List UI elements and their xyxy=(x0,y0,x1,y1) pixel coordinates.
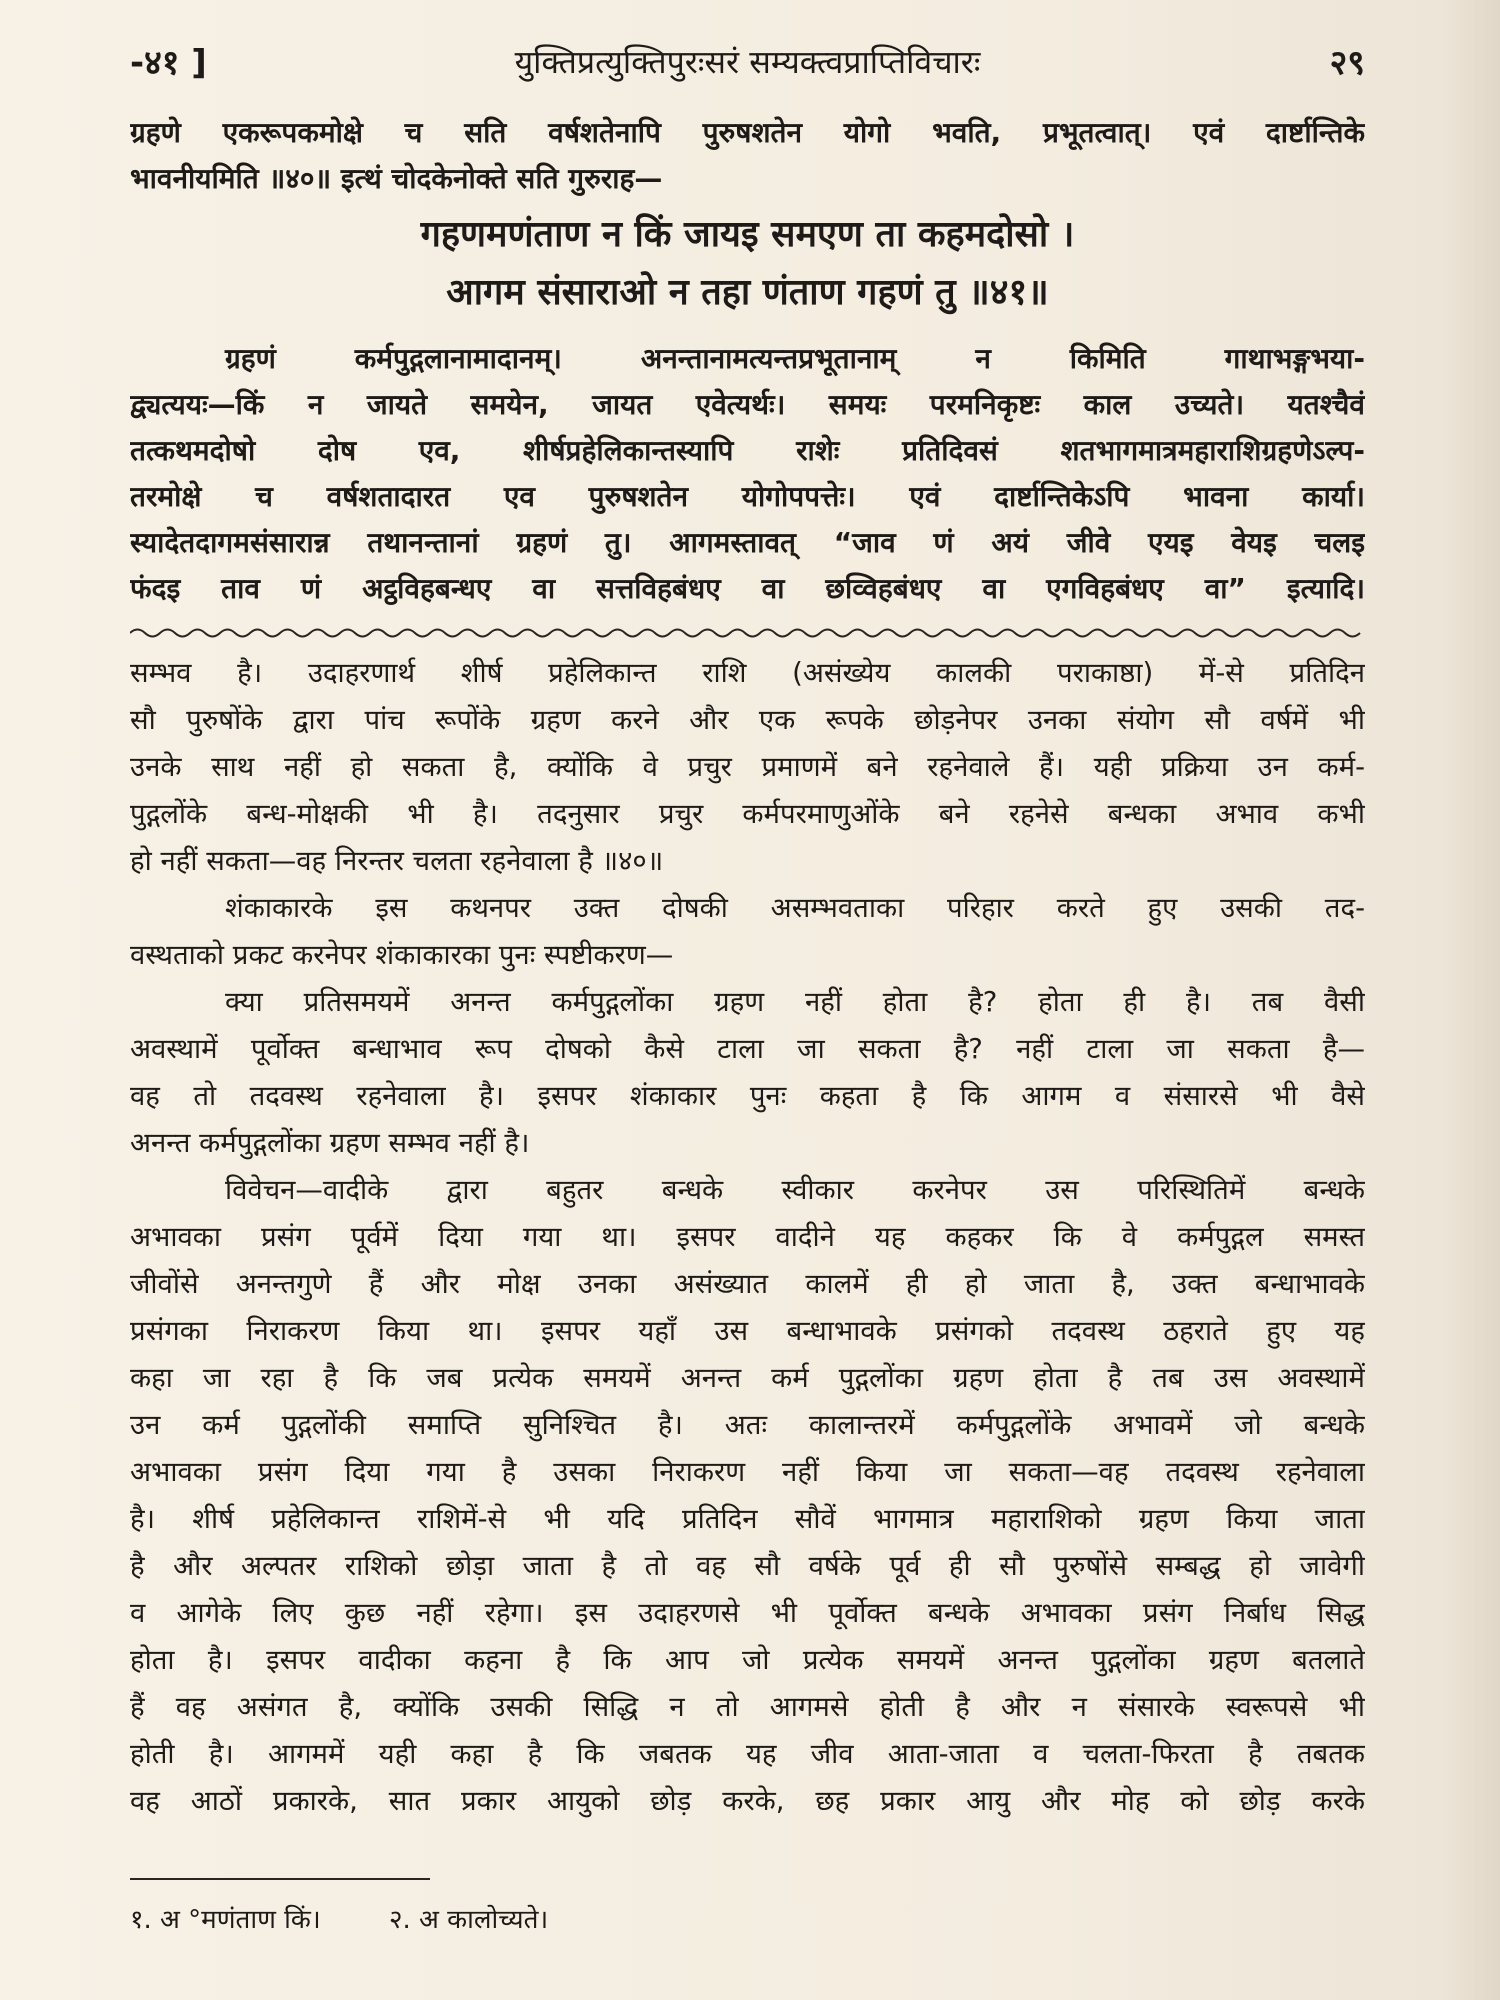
footnote: २. अ कालोच्यते। xyxy=(388,1905,549,1935)
hindi-line: अनन्त कर्मपुद्गलोंका ग्रहण सम्भव नहीं है। xyxy=(130,1127,530,1159)
hindi-line: हैं वह असंगत है, क्योंकि उसकी सिद्धि न तो आगमसे होती है और न संसारके स्वरूपसे भी xyxy=(130,1691,1365,1723)
binding-shadow xyxy=(1440,0,1500,2000)
page-header xyxy=(130,38,1365,94)
hindi-line: वह तो तदवस्थ रहनेवाला है। इसपर शंकाकार पुनः कहता है कि आगम व संसारसे भी वैसे xyxy=(130,1080,1365,1112)
hindi-line: उनके साथ नहीं हो सकता है, क्योंकि वे प्रचुर प्रमाणमें बने रहनेवाले हैं। यही प्रक्रिया उन कर्म- xyxy=(130,751,1365,783)
hindi-line: अवस्थामें पूर्वोक्त बन्धाभाव रूप दोषको कैसे टाला जा सकता है? नहीं टाला जा सकता है— xyxy=(130,1033,1365,1065)
verse-line: गहणमणंताण न किं जायइ समएण ता कहमदोसो । xyxy=(420,214,1075,255)
sanskrit-commentary-line: द्व्यत्ययः—किं न जायते समयेन, जायत एवेत्यर्थः। समयः परमनिकृष्टः काल उच्यते। यतश्चैवं xyxy=(130,388,1365,421)
footnote-separator xyxy=(130,1878,430,1880)
hindi-line: क्या प्रतिसमयमें अनन्त कर्मपुद्गलोंका ग्रहण नहीं होता है? होता ही है। तब वैसी xyxy=(225,986,1365,1018)
hindi-line: कहा जा रहा है कि जब प्रत्येक समयमें अनन्त कर्म पुद्गलोंका ग्रहण होता है तब उस अवस्थामें xyxy=(130,1362,1365,1394)
sanskrit-intro-line: ग्रहणे एकरूपकमोक्षे च सति वर्षशतेनापि पुरुषशतेन योगो भवति, प्रभूतत्वात्। एवं दार्ष्टान्तिके xyxy=(130,116,1365,149)
hindi-line: अभावका प्रसंग पूर्वमें दिया गया था। इसपर वादीने यह कहकर कि वे कर्मपुद्गल समस्त xyxy=(130,1221,1365,1253)
hindi-line: होती है। आगममें यही कहा है कि जबतक यह जीव आता-जाता व चलता-फिरता है तबतक xyxy=(130,1738,1365,1770)
hindi-line: अभावका प्रसंग दिया गया है उसका निराकरण नहीं किया जा सकता—वह तदवस्थ रहनेवाला xyxy=(130,1456,1365,1488)
section-divider xyxy=(130,626,1365,640)
sanskrit-commentary-line: तरमोक्षे च वर्षशतादारत एव पुरुषशतेन योगोपपत्तेः। एवं दार्ष्टान्तिकेऽपि भावना कार्या। xyxy=(130,480,1365,513)
sanskrit-intro-line: भावनीयमिति ॥४०॥ इत्थं चोदकेनोक्ते सति गुरुराह— xyxy=(130,162,663,195)
hindi-translation-block xyxy=(130,650,1365,1850)
sanskrit-block xyxy=(130,110,1365,622)
sanskrit-commentary-line: स्यादेतदागमसंसारान्न तथानन्तानां ग्रहणं तु। आगमस्तावत् “जाव णं अयं जीवे एयइ वेयइ चलइ xyxy=(130,526,1365,559)
hindi-line: व आगेके लिए कुछ नहीं रहेगा। इस उदाहरणसे भी पूर्वोक्त बन्धके अभावका प्रसंग निर्बाध सिद्ध xyxy=(130,1597,1365,1629)
sanskrit-commentary-line: ग्रहणं कर्मपुद्गलानामादानम्। अनन्तानामत्यन्तप्रभूतानाम् न किमिति गाथाभङ्गभया- xyxy=(225,342,1365,375)
hindi-line: शंकाकारके इस कथनपर उक्त दोषकी असम्भवताका परिहार करते हुए उसकी तद- xyxy=(225,892,1365,924)
verse-line: आगम संसाराओ न तहा णंताण गहणं तु ॥४१॥ xyxy=(446,272,1049,313)
header-page-ref: -४१ ] xyxy=(130,43,207,83)
hindi-line: विवेचन—वादीके द्वारा बहुतर बन्धके स्वीकार करनेपर उस परिस्थितिमें बन्धके xyxy=(225,1174,1365,1206)
hindi-line: सौ पुरुषोंके द्वारा पांच रूपोंके ग्रहण करने और एक रूपके छोड़नेपर उनका संयोग सौ वर्षमें भी xyxy=(130,704,1365,736)
hindi-line: प्रसंगका निराकरण किया था। इसपर यहाँ उस बन्धाभावके प्रसंगको तदवस्थ ठहराते हुए यह xyxy=(130,1315,1365,1347)
page-number: २९ xyxy=(1329,43,1365,83)
hindi-line: है और अल्पतर राशिको छोड़ा जाता है तो वह सौ वर्षके पूर्व ही सौ पुरुषोंसे सम्बद्ध हो जावेगी xyxy=(130,1550,1365,1582)
hindi-line: वह आठों प्रकारके, सात प्रकार आयुको छोड़ करके, छह प्रकार आयु और मोह को छोड़ करके xyxy=(130,1785,1365,1817)
hindi-line: वस्थताको प्रकट करनेपर शंकाकारका पुनः स्पष्टीकरण— xyxy=(130,939,674,971)
hindi-line: होता है। इसपर वादीका कहना है कि आप जो प्रत्येक समयमें अनन्त पुद्गलोंका ग्रहण बतलाते xyxy=(130,1644,1365,1676)
hindi-line: उन कर्म पुद्गलोंकी समाप्ति सुनिश्चित है। अतः कालान्तरमें कर्मपुद्गलोंके अभावमें जो बन्धके xyxy=(130,1409,1365,1441)
hindi-line: जीवोंसे अनन्तगुणे हैं और मोक्ष उनका असंख्यात कालमें ही हो जाता है, उक्त बन्धाभावके xyxy=(130,1268,1365,1300)
hindi-line: हो नहीं सकता—वह निरन्तर चलता रहनेवाला है ॥४०॥ xyxy=(130,845,664,877)
footnotes xyxy=(130,1900,1365,1950)
hindi-line: है। शीर्ष प्रहेलिकान्त राशिमें-से भी यदि प्रतिदिन सौवें भागमात्र महाराशिको ग्रहण किया जाता xyxy=(130,1503,1365,1535)
running-title: युक्तिप्रत्युक्तिपुरःसरं सम्यक्त्वप्राप्तिविचारः xyxy=(514,43,981,81)
footnote: १. अ °मणंताण किं। xyxy=(130,1905,321,1935)
hindi-line: सम्भव है। उदाहरणार्थ शीर्ष प्रहेलिकान्त राशि (असंख्येय कालकी पराकाष्ठा) में-से प्रतिदिन xyxy=(130,657,1365,689)
hindi-line: पुद्गलोंके बन्ध-मोक्षकी भी है। तदनुसार प्रचुर कर्मपरमाणुओंके बने रहनेसे बन्धका अभाव कभी xyxy=(130,798,1365,830)
sanskrit-commentary-line: तत्कथमदोषो दोष एव, शीर्षप्रहेलिकान्तस्यापि राशेः प्रतिदिवसं शतभागमात्रमहाराशिग्रहणेऽल्प- xyxy=(130,434,1365,467)
sanskrit-commentary-line: फंदइ ताव णं अट्ठविहबन्धए वा सत्तविहबंधए वा छव्विहबंधए वा एगविहबंधए वा” इत्यादि। xyxy=(130,572,1365,605)
